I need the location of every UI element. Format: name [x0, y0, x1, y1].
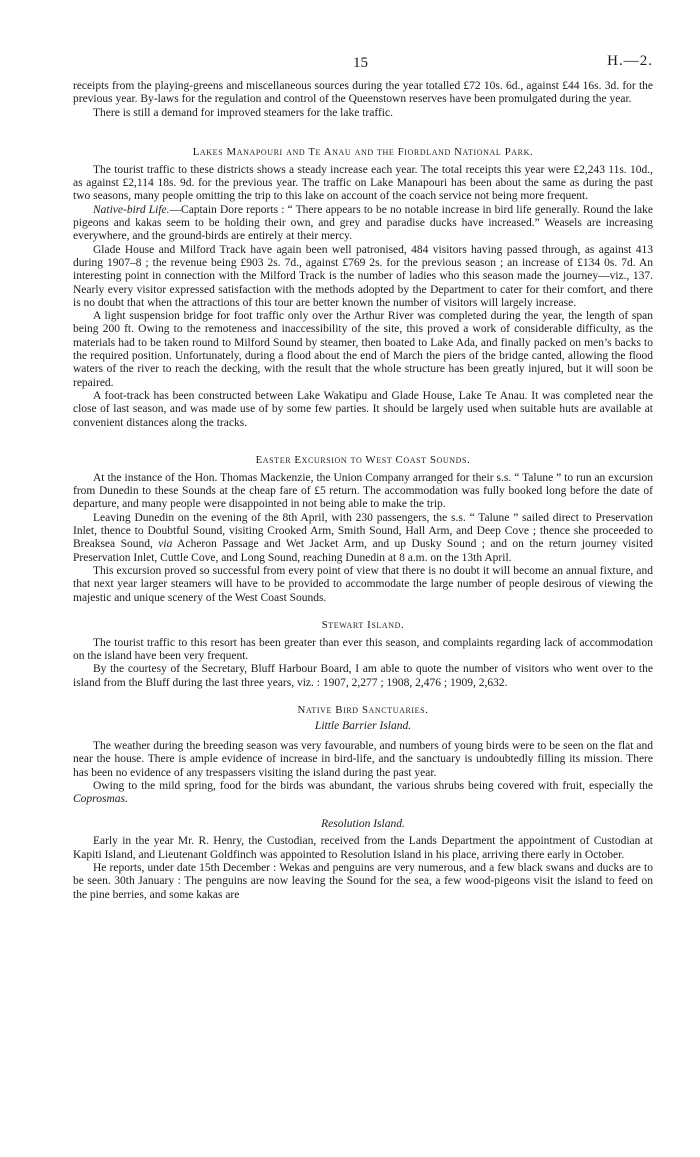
subheading-little-barrier: Little Barrier Island.: [314, 719, 412, 732]
sanctuaries-paragraph-3: Early in the year Mr. R. Henry, the Custodian, received from the Lands Department the appointment of Custodian at Kapiti Island, and Lieutenant Goldfinch was appointed to Resolution Island in his place, arriving there early in October.: [73, 835, 653, 861]
stewart-paragraph-1: The tourist traffic to this resort has been greater than ever this season, and complaints regarding lack of accommodation on the island have been very frequent.: [73, 636, 653, 663]
heading-native-bird-sanctuaries: Native Bird Sanctuaries.: [297, 703, 429, 716]
manapouri-paragraph-3: Glade House and Milford Track have again been well patronised, 484 visitors having passed through, as against 413 during 1907–8 ; the revenue being £903 2s. 7d., against £769 2s. for the previous season ; an increase of £134 0s. 7d. An interesting point in connection with the Milford Track is the number of ladies who this season made the journey—viz., 137. Nearly every visitor expressed satisfaction with the methods adopted by the Department to cater for their comfort, and there is no doubt that when the attractions of this tour are better known the number of visitors will largely increase.: [73, 243, 653, 309]
manapouri-paragraph-2: Native-bird Life.—Captain Dore reports : “ There appears to be no notable increase in bird life generally. Round the lake pigeons and kakas seem to be holding their own, and grey and paradise ducks have increased.” Weasels are increasing everywhere, and the ground-birds are entirely at their mercy.: [73, 203, 654, 243]
native-bird-life-label: Native-bird Life.: [93, 203, 170, 216]
intro-paragraph-1: receipts from the playing-greens and miscellaneous sources during the year totalled £72 10s. 6d., against £44 16s. 3d. for the previous year. By-laws for the regulation and control of the Queenstown reserves have been promulgated during the year.: [73, 80, 653, 106]
sanctuaries-paragraph-2: Owing to the mild spring, food for the birds was abundant, the various shrubs being covered with fruit, especially the Coprosmas.: [73, 779, 653, 806]
sanctuaries-paragraph-4: He reports, under date 15th December : Wekas and penguins are very numerous, and a few black swans and ducks are to be seen. 30th January : The penguins are now leaving the Sound for the sea, a few wood-pigeons visit the island to feed on the pine berries, and some kakas are: [73, 862, 653, 901]
easter-paragraph-3: This excursion proved so successful from every point of view that there is no doubt it will become an annual fixture, and that next year larger steamers will have to be provided to accommodate the large number of people desirous of viewing the majestic and unique scenery of the West Coast Sounds.: [73, 564, 653, 604]
page-header: [73, 0, 653, 80]
easter-paragraph-1: At the instance of the Hon. Thomas Mackenzie, the Union Company arranged for their s.s. “ Talune ” to run an excursion from Dunedin to these Sounds at the cheap fare of £5 return. The accommodation was fully booked long before the date of departure, and many people were disappointed in not being able to make the trip.: [73, 471, 653, 511]
easter-paragraph-2: Leaving Dunedin on the evening of the 8th April, with 230 passengers, the s.s. “ Talune ” sailed direct to Preservation Inlet, thence to Doubtful Sound, visiting Crooked Arm, Smith Sound, Hall Arm, and Deep Cove ; thence she proceeded to Breaksea Sound, via Acheron Passage and Wet Jacket Arm, and up Dusky Sound ; and on the return journey visited Preservation Inlet, Cuttle Cove, and Long Sound, reaching Dunedin at 8 a.m. on the 13th April.: [73, 511, 653, 564]
intro-paragraph-2: There is still a demand for improved steamers for the lake traffic.: [93, 106, 393, 119]
heading-easter-excursion: Easter Excursion to West Coast Sounds.: [255, 453, 471, 466]
subheading-resolution-island: Resolution Island.: [321, 818, 405, 831]
manapouri-paragraph-4: A light suspension bridge for foot traffic only over the Arthur River was completed during the year, the length of span being 200 ft. Owing to the remoteness and inaccessibility of the site, this proved a work of considerable difficulty, as the materials had to be taken round to Milford Sound by steamer, then boated to Lake Ada, and finally packed on men’s backs to the required position. Unfortunately, during a flood about the end of March the piers of the bridge canted, allowing the flood waters of the river to reach the decking, with the result that the whole structure has been greatly injured, but it will soon be repaired.: [73, 310, 653, 389]
heading-stewart-island: Stewart Island.: [321, 618, 405, 631]
stewart-paragraph-2: By the courtesy of the Secretary, Bluff Harbour Board, I am able to quote the number of visitors who went over to the island from the Bluff during the last three years, viz. : 1907, 2,277 ; 1908, 2,476 ; 1909, 2,632.: [73, 663, 653, 689]
heading-manapouri: Lakes Manapouri and Te Anau and the Fiordland National Park.: [192, 145, 534, 158]
document-page: [73, 0, 653, 902]
manapouri-paragraph-1: The tourist traffic to these districts shows a steady increase each year. The total receipts this year were £2,243 11s. 10d., as against £2,114 18s. 9d. for the previous year. The traffic on Lake Manapouri has been about the same as during the past two seasons, many people omitting the trip to this lake on account of the coach service not being more frequent.: [73, 163, 653, 203]
page-number: 15: [353, 55, 368, 71]
document-reference: H.—2.: [607, 53, 653, 69]
sanctuaries-paragraph-1: The weather during the breeding season was very favourable, and numbers of young birds were to be seen on the flat and near the house. There is ample evidence of increase in bird-life, and the sanctuary is undoubtedly filling its mission. There has been no evidence of any trespassers visiting the island during the past year.: [73, 739, 653, 779]
manapouri-paragraph-5: A foot-track has been constructed between Lake Wakatipu and Glade House, Lake Te Anau. It was completed near the close of last season, and was made use of by some few parties. It should be largely used when suitable huts are available at convenient distances along the tracks.: [73, 389, 653, 429]
